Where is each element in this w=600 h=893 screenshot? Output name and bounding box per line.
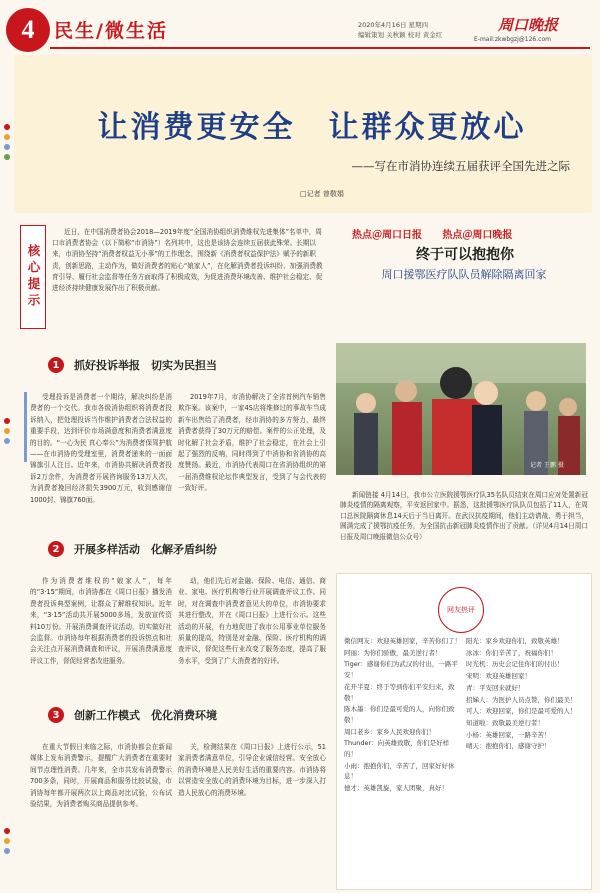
comment-item: 青：平安回来就好！	[466, 683, 525, 692]
core-text: 近日，在中国消费者协会2018—2019年度“全国消协组织消费维权先进集体”名单中，周口市消费者协会（以下简称“市消协”）名列其中，这也是该协会连续五届获此殊荣。长期以来，市消协坚持“消费者权益无小事”的工作理念，围绕新《消费者权益保护法》赋予的新职责，创新思路，主动作为，做好消费者的贴心“娘家人”，在化解消费者投诉纠纷、加强消费教育引导、履行社会监督等任务方面取得了积极成效，为促进消费环境改善、维护社会稳定、促进经济持续健康发展作出了积极贡献。	[52, 228, 323, 293]
comment-item: 冰冰：你们辛苦了，祝福你们！	[466, 648, 557, 657]
news-link-text: 新闻链接 4月14日，我市公立医院援鄂医疗队35名队员结束在周口应对处置新冠肺炎疫情的隔离观察，平安返回家中。据悉，这批援鄂医疗队队员包括了11人，在周口总医院隔离休息14天后于当日离开。在武汉抗疫期间，他们主动请战、勇于担当，圆满完成了援鄂抗疫任务，为全国抗击新冠肺炎疫情作出了贡献。（详见4月14日周口日报及周口晚报微信公众号）	[340, 491, 588, 541]
comment-item: Tiger：感谢你们为武汉的付出，一路平安！	[344, 660, 458, 680]
feature-photo	[336, 343, 586, 475]
comment-item: Thunder：向英雄致敬，你们是好样的！	[344, 739, 450, 759]
issue-meta	[358, 20, 442, 40]
section-heading-3	[48, 707, 217, 723]
comment-item: 晴天：抱抱你们，感谢守护！	[466, 742, 551, 751]
staff-credits: 编辑策划 关秋颖 校对 黄金红	[358, 31, 443, 39]
section-1-col-1: 受理投诉是消费者一个期待，解决纠纷是消费者的一个交代。我市各级消协组织将消费者投诉纳入，把处理投诉当作维护消费者合法权益的重要手段，达到评价市场满意度和消费者满意度的目的。“一心为民 真心奉公”为消费者保驾护航——在市消协的受理室里，消费者递来的一面面锦旗引人注目。近年来，市消协共解决消费者投诉2万余件，为消费者开展咨询服务13万人次，为消费者挽回经济损失3900万元，收到感谢信1000封、锦旗760面。	[30, 393, 172, 504]
comment-item: 花开半夏：终于等到你们平安归来，致敬！	[344, 682, 455, 702]
decor-dots	[4, 418, 10, 448]
hot-tag-daily: 热点＠周口日报	[352, 230, 422, 241]
section-3-col-2: 关，检测结果在《周口日报》上进行公示，51家消费者满意单位，引导企业诚信经营。安全放心的消费环境是人民美好生活的重要内容。市消协将以营造安全放心的消费环境为目标，进一步深入打造人民放心的消费环境。	[178, 743, 326, 797]
newspaper-email: E-mail:zkwbgzj@126.com	[474, 36, 551, 43]
section-heading-text: 抓好投诉举报 切实为民担当	[74, 359, 217, 372]
byline: □记者 曾敬娟	[300, 190, 344, 198]
comment-item: 宋明：欢迎英雄回家！	[466, 672, 531, 681]
section-number: 2	[48, 541, 64, 557]
subheadline: ——写在市消协连续五届获评全国先进之际	[351, 159, 570, 173]
section-number: 3	[48, 707, 64, 723]
accent-bar	[24, 392, 27, 462]
section-title: 民生/微生活	[54, 20, 168, 42]
decor-dots	[4, 124, 10, 164]
comment-item: 招娣人：为医护人员点赞，你们最美！	[466, 695, 577, 704]
comment-item: 小杨：英雄回家，一路辛苦！	[466, 730, 551, 739]
comment-item: 阳光：家乡欢迎你们，致敬英雄！	[466, 637, 564, 645]
section-number: 1	[48, 357, 64, 373]
section-1-col-2: 2019年7月，市消协解决了全省首例汽车销售欺诈案。该案中，一家4S店将维修过的事故车当成新车出售给了消费者，经市消协的多方努力，最终消费者获得了30万元的赔偿。案件的公正处理，及时化解了社会矛盾，维护了社会稳定，在社会上引起了强烈的反响，同时得到了中消协和省消协的高度赞扬。最近，市消协代表周口在省消协组织的第一届消费维权论坛作典型发言，受到了与会代表的一致好评。	[178, 393, 326, 493]
hot-tags	[352, 226, 512, 241]
comments-left-column	[344, 636, 462, 795]
comments-seal: 网友热评	[438, 587, 484, 633]
comment-item: 时光机：历史会记住你们的付出！	[466, 660, 564, 669]
comment-item: 德才：英雄凯旋，家人团聚，真好！	[344, 784, 448, 793]
headline: 让消费更安全 让群众更放心	[97, 110, 527, 145]
comment-item: 知道啦：致敬最美逆行者！	[466, 718, 544, 727]
core-label: 核心提示	[20, 225, 46, 329]
photo-credit: 记者 王鹏 摄	[530, 462, 564, 469]
issue-date: 2020年4月16日 星期四	[358, 21, 429, 29]
newspaper-logo: 周口晚报	[498, 16, 559, 34]
section-3-col-1: 在重大节假日来临之际，市消协都会在新闻媒体上发布消费警示，提醒广大消费者在重要时间节点理性消费。几年来，全市共发布消费警示700多条，同时，开展商品和服务比较试验，市消协每年都开展两次以上商品对比试验，公布试验结果，为消费者购买商品提供参考。	[30, 743, 172, 809]
section-heading-1	[48, 357, 217, 373]
hot-tag-evening: 热点＠周口晚报	[442, 230, 513, 241]
comment-item: 周口老乡：家乡人民欢迎你们！	[344, 727, 435, 736]
comment-item: 陈木墨：你们是最可爱的人，向你们致敬！	[344, 705, 455, 724]
header-divider	[50, 47, 590, 49]
section-2-col-2: 动，他们先后对金融、保险、电信、通信、商业、家电、医疗机构等行业开展调查评议工作。同时，对在调查中消费者意见大的单位，市消协要求其进行整改，并在《周口日报》上进行公示。这些活动的开展，有力地促进了我市公用事业单位服务质量的提高，特别是对金融、保险、医疗机构的调查评议，督促这些行业改变了服务态度，提高了服务水平，受到了广大消费者的好评。	[178, 577, 326, 665]
feature-subtitle: 周口援鄂医疗队队员解除隔离回家	[381, 268, 547, 281]
hug-photo-illustration	[336, 343, 586, 475]
section-heading-2	[48, 541, 217, 557]
section-2-col-1: 作为消费者维权的“娘家人”，每年的“3·15”期间，市消协都在《周口日报》播发消费者投诉典型案例，让群众了解维权知识。近年来，“3·15”活动共开展5000多场，发放宣传资料10万份。开展消费调查评议活动，切实做好社会监督。市消协每年根据消费者的投诉热点和社会关注点开展消费调查和评议，开展消费满意度评议工作，督促经营者改进服务。	[30, 577, 172, 665]
page-number-badge: 4	[6, 8, 50, 52]
section-heading-text: 开展多样活动 化解矛盾纠纷	[74, 543, 217, 556]
section-heading-text: 创新工作模式 优化消费环境	[74, 709, 217, 722]
comment-item: 阿丽：为你们骄傲，最美逆行者！	[344, 648, 442, 657]
comments-right-column	[466, 636, 584, 753]
comment-item: 微信网友：欢迎英雄回家，辛苦你们了！	[344, 637, 461, 645]
feature-title: 终于可以抱抱你	[416, 247, 514, 263]
comment-item: 小雨：抱抱你们，辛苦了，回家好好休息！	[344, 761, 455, 781]
comment-item: 可人：欢迎回家，你们是最可爱的人！	[466, 707, 577, 716]
decor-dots	[4, 828, 10, 858]
